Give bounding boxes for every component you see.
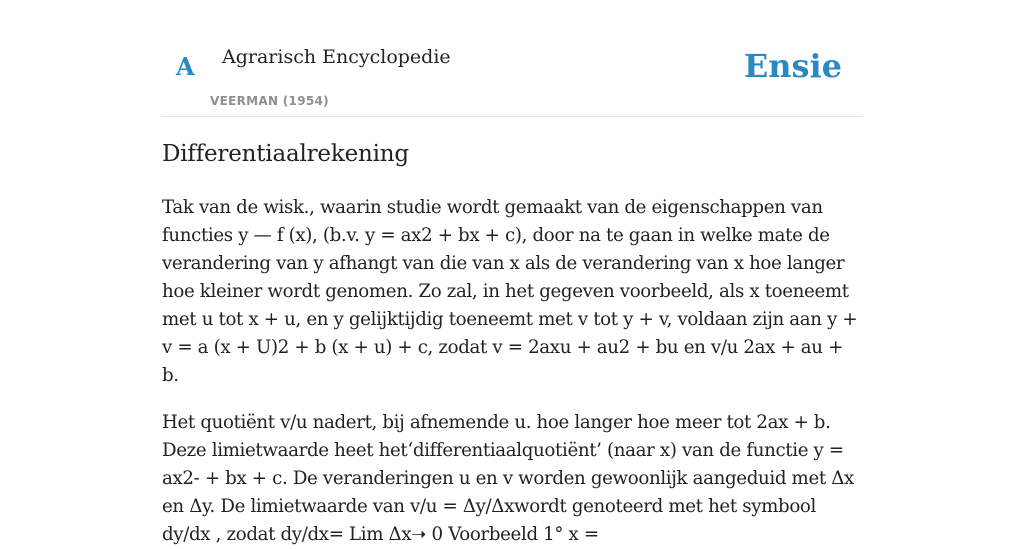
article-title: Differentiaalrekening <box>162 141 409 167</box>
letter-a-icon[interactable]: A <box>176 52 195 81</box>
encyclopedia-header <box>162 0 862 117</box>
ensie-logo[interactable]: Ensie <box>743 47 842 85</box>
encyclopedia-author: VEERMAN (1954) <box>210 94 329 108</box>
article-paragraph-1: Tak van de wisk., waarin studie wordt gemaakt van de eigenschappen van functies y — f (x), (b.v. y = ax2 + bx + c), door na te gaan in welke mate de verandering van y afhangt van die van x als de verandering van x hoe langer hoe kleiner wordt genomen. Zo zal, in het gegeven voorbeeld, als x toeneemt met u tot x + u, en y gelijktijdig toeneemt met v tot y + v, voldaan zijn aan y + v = a (x + U)2 + b (x + u) + c, zodat v = 2axu + au2 + bu en v/u 2ax + au + b. <box>162 197 858 386</box>
article-paragraph-2: Het quotiënt v/u nadert, bij afnemende u. hoe langer hoe meer tot 2ax + b. Deze limietwaarde heet het‘differentiaalquotiënt’ (naar x) van de functie y = ax2- + bx + c. De veranderingen u en v worden gewoonlijk aangeduid met Δx en Δy. De limietwaarde van v/u = Δy/Δxwordt genoteerd met het symbool dy/dx , zodat dy/dx= Lim Δx➝ 0 Voorbeeld 1° x = <box>162 412 854 545</box>
article <box>162 138 862 549</box>
encyclopedia-title[interactable]: Agrarisch Encyclopedie <box>222 46 451 68</box>
